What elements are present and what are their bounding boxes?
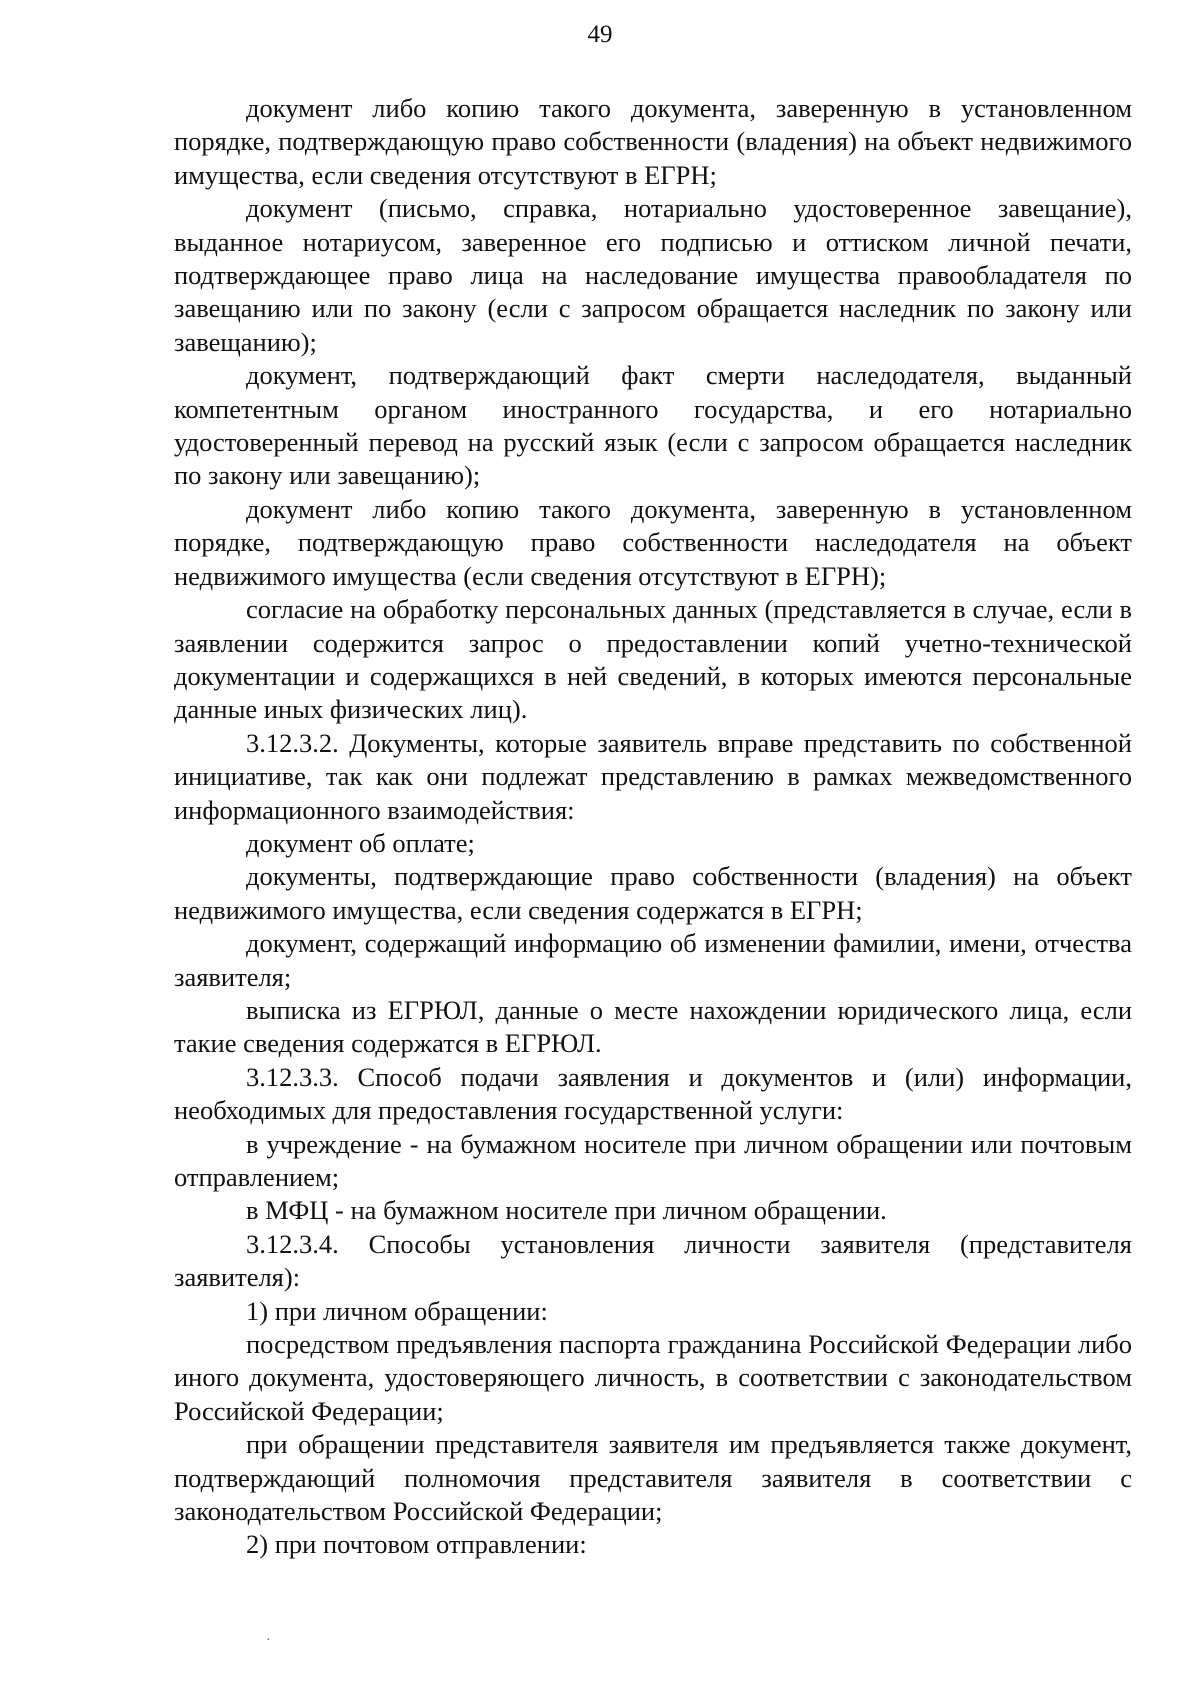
paragraph-ownership-document: документ либо копию такого документа, заверенную в установленном порядке, подтверждающую право собственности (владения) на объект недвижимого имущества, если сведения отсутствуют в ЕГРН; <box>174 93 1132 190</box>
paragraph-submission-mfc: в МФЦ - на бумажном носителе при личном обращении. <box>246 1195 887 1226</box>
paragraph-section-3-12-3-3: 3.12.3.3. Способ подачи заявления и документов и (или) информации, необходимых для предоставления государственной услуги: <box>174 1061 1132 1126</box>
page-number: 49 <box>587 21 613 48</box>
scan-mark: · <box>266 1633 271 1648</box>
paragraph-death-document: документ, подтверждающий факт смерти наследодателя, выданный компетентным органом иностранного государства, и его нотариально удостоверенный перевод на русский язык (если с запросом обращается наследник по закону или завещанию); <box>174 360 1132 491</box>
paragraph-name-change-document: документ, содержащий информацию об изменении фамилии, имени, отчества заявителя; <box>174 928 1132 992</box>
paragraph-inheritance-document: документ (письмо, справка, нотариально удостоверенное завещание), выданное нотариусом, заверенное его подписью и оттиском личной печати, подтверждающее право лица на наследование имущества правообладателя по завещанию или по закону (если с запросом обращается наследник по закону или завещанию); <box>174 193 1132 357</box>
paragraph-representative-authority: при обращении представителя заявителя им предъявляется также документ, подтверждающий полномочия представителя заявителя в соответствии с законодательством Российской Федерации; <box>174 1429 1132 1527</box>
paragraph-submission-institution: в учреждение - на бумажном носителе при личном обращении или почтовым отправлением; <box>174 1128 1132 1192</box>
paragraph-personal-data-consent: согласие на обработку персональных данных (представляется в случае, если в заявлении содержится запрос о предоставлении копий учетно-технической документации и содержащихся в ней сведений, в которых имеются персональные данные иных физических лиц). <box>174 594 1132 725</box>
document-body <box>174 92 1132 1562</box>
paragraph-section-3-12-3-2: 3.12.3.2. Документы, которые заявитель вправе представить по собственной инициативе, так как они подлежат представлению в рамках межведомственного информационного взаимодействия: <box>174 727 1132 825</box>
paragraph-passport-presentation: посредством предъявления паспорта гражданина Российской Федерации либо иного документа, удостоверяющего личность, в соответствии с законодательством Российской Федерации; <box>174 1329 1132 1426</box>
paragraph-section-3-12-3-4: 3.12.3.4. Способы установления личности заявителя (представителя заявителя): <box>174 1228 1132 1293</box>
paragraph-egrul-extract: выписка из ЕГРЮЛ, данные о месте нахождении юридического лица, если такие сведения содержатся в ЕГРЮЛ. <box>174 994 1132 1059</box>
paragraph-postal-delivery: 2) при почтовом отправлении: <box>246 1529 587 1560</box>
paragraph-personal-visit: 1) при личном обращении: <box>246 1295 548 1326</box>
paragraph-testator-ownership-document: документ либо копию такого документа, заверенную в установленном порядке, подтверждающую право собственности наследодателя на объект недвижимого имущества (если сведения отсутствуют в ЕГРН); <box>174 493 1132 591</box>
paragraph-ownership-documents-egrn: документы, подтверждающие право собственности (владения) на объект недвижимого имущества, если сведения содержатся в ЕГРН; <box>174 861 1132 925</box>
paragraph-payment-document: документ об оплате; <box>246 827 475 858</box>
